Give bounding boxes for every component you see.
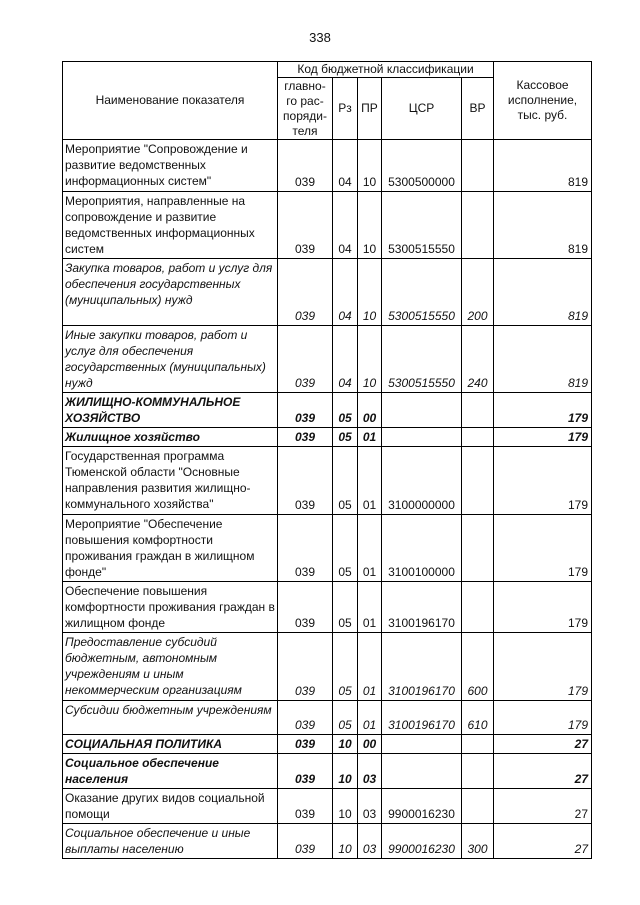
table-row [63, 259, 592, 326]
row-rz: 04 [333, 259, 358, 326]
header-vr: ВР [462, 78, 494, 140]
row-csr: 5300515550 [382, 192, 462, 259]
row-gl: 039 [278, 701, 333, 735]
row-pr: 00 [358, 393, 382, 428]
table-row [63, 515, 592, 582]
row-amount: 27 [494, 824, 592, 859]
row-amount: 819 [494, 326, 592, 393]
header-classification: Код бюджетной классификации [278, 62, 494, 78]
row-gl: 039 [278, 633, 333, 701]
row-vr [462, 789, 494, 824]
row-amount: 179 [494, 393, 592, 428]
row-amount: 179 [494, 447, 592, 515]
row-rz: 05 [333, 428, 358, 447]
row-vr [462, 735, 494, 754]
row-pr: 01 [358, 515, 382, 582]
row-rz: 05 [333, 393, 358, 428]
row-gl: 039 [278, 515, 333, 582]
row-vr [462, 754, 494, 789]
row-gl: 039 [278, 140, 333, 192]
row-amount: 179 [494, 633, 592, 701]
row-name: Социальное обеспечение населения [63, 754, 278, 789]
row-csr: 3100196170 [382, 701, 462, 735]
row-csr: 9900016230 [382, 824, 462, 859]
row-vr: 300 [462, 824, 494, 859]
row-gl: 039 [278, 447, 333, 515]
row-gl: 039 [278, 789, 333, 824]
row-pr: 01 [358, 582, 382, 633]
row-name: Иные закупки товаров, работ и услуг для обеспечения государственных (муниципальных) нужд [63, 326, 278, 393]
row-amount: 179 [494, 701, 592, 735]
row-pr: 03 [358, 754, 382, 789]
row-amount: 819 [494, 140, 592, 192]
row-csr: 9900016230 [382, 789, 462, 824]
table-row [63, 789, 592, 824]
row-gl: 039 [278, 582, 333, 633]
row-rz: 05 [333, 701, 358, 735]
row-pr: 01 [358, 447, 382, 515]
header-rz: Рз [333, 78, 358, 140]
row-csr: 3100100000 [382, 515, 462, 582]
row-csr: 3100196170 [382, 633, 462, 701]
table-row [63, 428, 592, 447]
row-name: Социальное обеспечение и иные выплаты населению [63, 824, 278, 859]
table-row [63, 582, 592, 633]
row-amount: 819 [494, 259, 592, 326]
table-row [63, 326, 592, 393]
row-csr: 3100000000 [382, 447, 462, 515]
row-gl: 039 [278, 735, 333, 754]
row-rz: 10 [333, 735, 358, 754]
row-vr [462, 515, 494, 582]
row-vr [462, 393, 494, 428]
table-row [63, 701, 592, 735]
row-gl: 039 [278, 824, 333, 859]
row-rz: 10 [333, 789, 358, 824]
row-rz: 05 [333, 447, 358, 515]
row-amount: 27 [494, 789, 592, 824]
table-row [63, 754, 592, 789]
row-gl: 039 [278, 393, 333, 428]
table-row [63, 633, 592, 701]
row-rz: 10 [333, 754, 358, 789]
row-rz: 04 [333, 140, 358, 192]
header-csr: ЦСР [382, 78, 462, 140]
row-amount: 179 [494, 515, 592, 582]
row-pr: 10 [358, 140, 382, 192]
table-row [63, 735, 592, 754]
header-gl: главно-го рас-поряди-теля [278, 78, 333, 140]
row-csr [382, 754, 462, 789]
table-row [63, 140, 592, 192]
row-name: Мероприятие "Обеспечение повышения комфортности проживания граждан в жилищном фонде" [63, 515, 278, 582]
row-amount: 27 [494, 735, 592, 754]
row-name: Жилищное хозяйство [63, 428, 278, 447]
page-number: 338 [309, 30, 331, 45]
row-pr: 10 [358, 192, 382, 259]
row-pr: 03 [358, 789, 382, 824]
row-amount: 179 [494, 582, 592, 633]
row-name: Оказание других видов социальной помощи [63, 789, 278, 824]
row-pr: 10 [358, 326, 382, 393]
row-vr: 240 [462, 326, 494, 393]
row-rz: 04 [333, 192, 358, 259]
row-csr [382, 393, 462, 428]
row-name: Мероприятия, направленные на сопровождение и развитие ведомственных информационных систем [63, 192, 278, 259]
row-csr: 5300515550 [382, 326, 462, 393]
row-gl: 039 [278, 192, 333, 259]
row-name: Государственная программа Тюменской области "Основные направления развития жилищно-коммунального хозяйства" [63, 447, 278, 515]
row-vr: 610 [462, 701, 494, 735]
row-rz: 05 [333, 515, 358, 582]
budget-table [62, 61, 592, 859]
row-rz: 05 [333, 582, 358, 633]
row-gl: 039 [278, 754, 333, 789]
row-csr [382, 428, 462, 447]
header-pr: ПР [358, 78, 382, 140]
row-pr: 01 [358, 428, 382, 447]
header-name: Наименование показателя [63, 62, 278, 140]
row-pr: 03 [358, 824, 382, 859]
row-csr: 5300515550 [382, 259, 462, 326]
row-gl: 039 [278, 428, 333, 447]
row-csr: 5300500000 [382, 140, 462, 192]
row-vr [462, 447, 494, 515]
row-amount: 819 [494, 192, 592, 259]
row-amount: 179 [494, 428, 592, 447]
row-csr: 3100196170 [382, 582, 462, 633]
row-gl: 039 [278, 326, 333, 393]
row-gl: 039 [278, 259, 333, 326]
table-row [63, 393, 592, 428]
row-name: Субсидии бюджетным учреждениям [63, 701, 278, 735]
row-rz: 04 [333, 326, 358, 393]
header-amount: Кассовое исполнение, тыс. руб. [494, 62, 592, 140]
row-vr [462, 192, 494, 259]
row-name: ЖИЛИЩНО-КОММУНАЛЬНОЕ ХОЗЯЙСТВО [63, 393, 278, 428]
row-vr [462, 140, 494, 192]
row-vr [462, 428, 494, 447]
row-pr: 01 [358, 633, 382, 701]
table-row [63, 192, 592, 259]
row-name: Мероприятие "Сопровождение и развитие ведомственных информационных систем" [63, 140, 278, 192]
row-vr: 200 [462, 259, 494, 326]
table-row [63, 824, 592, 859]
table-body [63, 140, 592, 859]
row-rz: 10 [333, 824, 358, 859]
table-row [63, 447, 592, 515]
row-name: Обеспечение повышения комфортности проживания граждан в жилищном фонде [63, 582, 278, 633]
row-rz: 05 [333, 633, 358, 701]
row-pr: 10 [358, 259, 382, 326]
row-vr: 600 [462, 633, 494, 701]
row-amount: 27 [494, 754, 592, 789]
row-vr [462, 582, 494, 633]
row-pr: 01 [358, 701, 382, 735]
row-name: Закупка товаров, работ и услуг для обеспечения государственных (муниципальных) нужд [63, 259, 278, 326]
row-name: Предоставление субсидий бюджетным, автономным учреждениям и иным некоммерческим организациям [63, 633, 278, 701]
row-csr [382, 735, 462, 754]
row-name: СОЦИАЛЬНАЯ ПОЛИТИКА [63, 735, 278, 754]
row-pr: 00 [358, 735, 382, 754]
